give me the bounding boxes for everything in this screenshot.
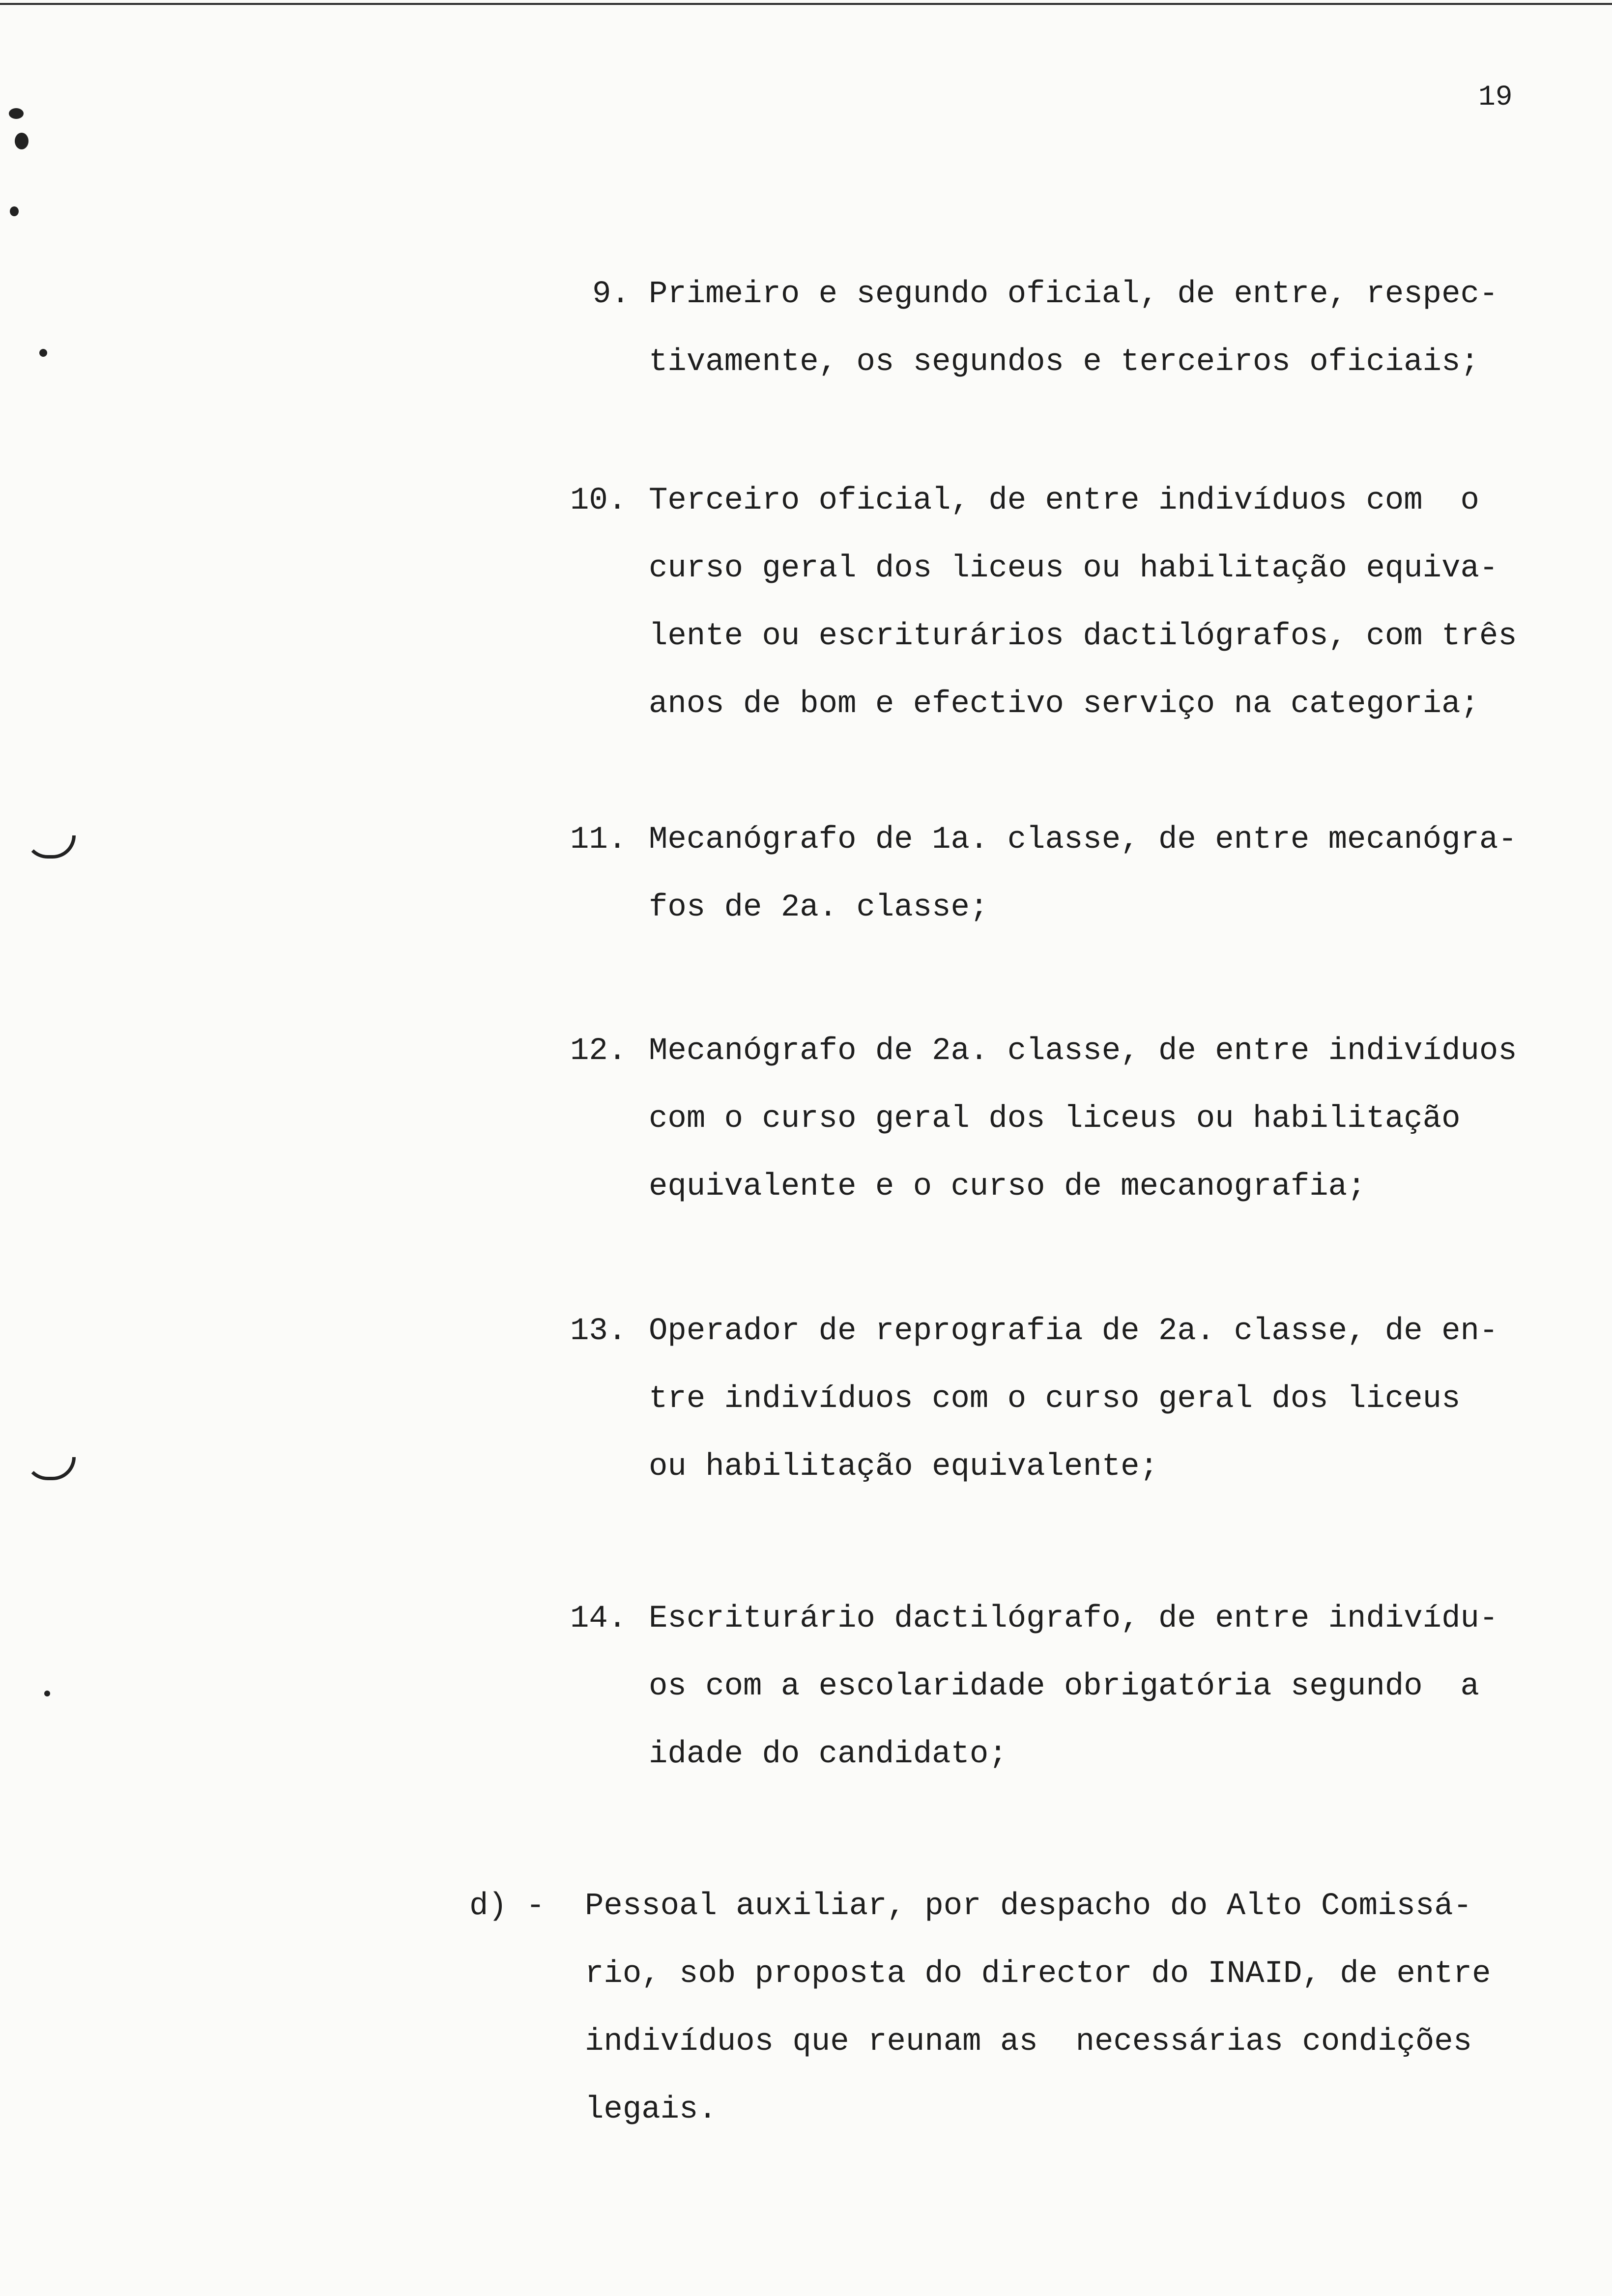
margin-arc <box>25 835 76 859</box>
item-line: equivalente e o curso de mecanografia; <box>649 1169 1366 1205</box>
item-number: 14. <box>570 1601 627 1636</box>
item-line: fos de 2a. classe; <box>649 890 989 925</box>
item-text <box>649 1297 1583 1501</box>
item-line: tre indivíduos com o curso geral dos liceus <box>649 1381 1461 1417</box>
item-text <box>585 1872 1568 2144</box>
item-line: Mecanógrafo de 1a. classe, de entre mecanógra- <box>649 822 1517 858</box>
item-line: tivamente, os segundos e terceiros oficiais; <box>649 344 1479 380</box>
item-line: idade do candidato; <box>649 1737 1008 1772</box>
margin-mark <box>39 349 47 357</box>
item-text <box>649 806 1583 942</box>
item-line: Mecanógrafo de 2a. classe, de entre indivíduos <box>649 1033 1517 1069</box>
item-number: 10. <box>570 483 627 518</box>
item-line: os com a escolaridade obrigatória segundo a <box>649 1669 1479 1704</box>
margin-mark <box>15 133 29 149</box>
margin-mark <box>44 1691 50 1696</box>
item-line: Escriturário dactilógrafo, de entre indivídu- <box>649 1601 1498 1636</box>
margin-mark <box>10 206 19 216</box>
item-number: 13. <box>570 1314 627 1349</box>
item-line: lente ou escriturários dactilógrafos, com três <box>649 619 1517 654</box>
item-number: 12. <box>570 1033 627 1069</box>
item-text <box>649 1585 1583 1788</box>
item-line: com o curso geral dos liceus ou habilitação <box>649 1101 1461 1137</box>
item-line: curso geral dos liceus ou habilitação equiva- <box>649 551 1498 586</box>
item-line: Operador de reprografia de 2a. classe, de en- <box>649 1314 1498 1349</box>
item-number: 9. <box>592 277 630 312</box>
item-line: Pessoal auxiliar, por despacho do Alto Comissá- <box>585 1889 1472 1924</box>
margin-mark <box>9 108 24 119</box>
item-line: legais. <box>585 2092 717 2127</box>
item-line: indivíduos que reunam as necessárias condições <box>585 2024 1472 2060</box>
item-line: anos de bom e efectivo serviço na categoria; <box>649 687 1479 722</box>
item-line: Terceiro oficial, de entre indivíduos com o <box>649 483 1479 518</box>
item-text <box>649 1017 1583 1221</box>
item-text <box>649 260 1583 396</box>
item-text <box>649 467 1583 738</box>
item-number: 11. <box>570 822 627 858</box>
page-number: 19 <box>1478 82 1513 114</box>
item-line: rio, sob proposta do director do INAID, de entre <box>585 1956 1491 1992</box>
margin-arc <box>25 1457 76 1480</box>
item-number: d) - <box>469 1889 545 1924</box>
item-line: ou habilitação equivalente; <box>649 1449 1158 1485</box>
top-rule <box>0 3 1612 5</box>
item-line: Primeiro e segundo oficial, de entre, respec- <box>649 277 1498 312</box>
